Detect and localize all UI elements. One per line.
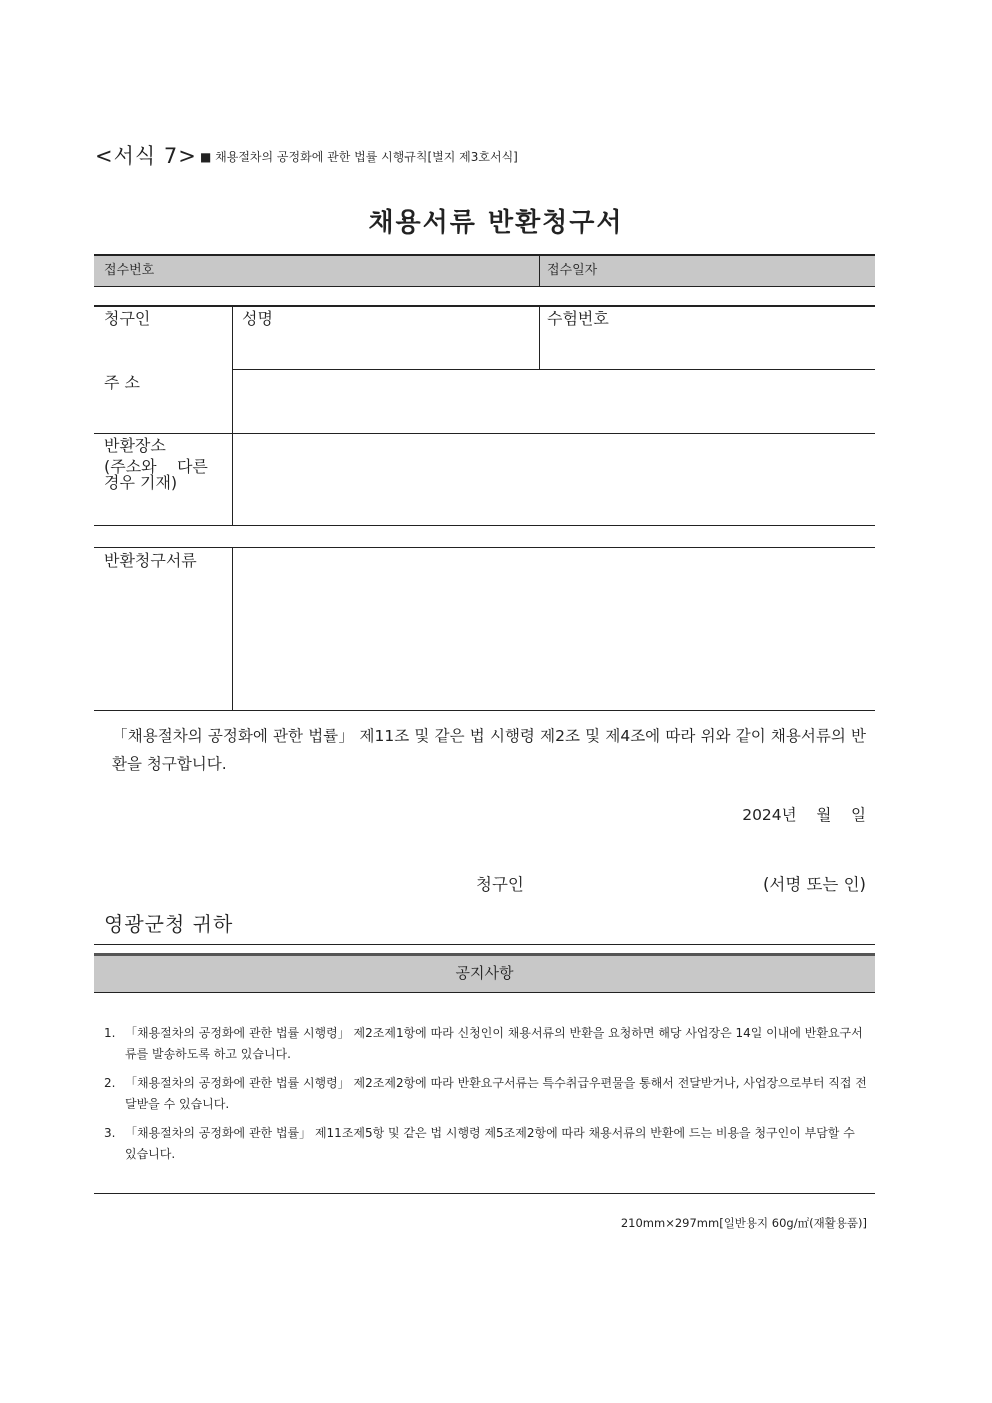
divider	[539, 255, 540, 286]
return-place-note: 경우 기재)	[104, 473, 178, 492]
notice-item-number: 1.	[104, 1026, 116, 1040]
notice-item-number: 3.	[104, 1126, 116, 1140]
receipt-number-label: 접수번호	[104, 263, 155, 278]
divider	[94, 433, 875, 434]
exam-number-label: 수험번호	[547, 309, 609, 328]
divider	[232, 548, 233, 710]
divider	[94, 547, 875, 548]
rule-reference: ■ 채용절차의 공정화에 관한 법률 시행규칙[별지 제3호서식]	[200, 150, 518, 164]
receipt-block	[94, 255, 875, 286]
signature-hint: (서명 또는 인)	[762, 875, 866, 894]
documents-label: 반환청구서류	[104, 551, 197, 570]
recipient: 영광군청 귀하	[104, 912, 234, 936]
divider	[94, 305, 875, 307]
notice-item: 「채용절차의 공정화에 관한 법률 시행령」 제2조제1항에 따라 신청인이 채용서류의 반환을 요청하면 해당 사업장은 14일 이내에 반환요구서류를 발송하도록 하고 있습니다.	[125, 1026, 863, 1061]
page-title: 채용서류 반환청구서	[368, 208, 624, 238]
divider	[539, 306, 540, 369]
divider	[94, 254, 875, 256]
notice-item: 「채용절차의 공정화에 관한 법률」 제11조제5항 및 같은 법 시행령 제5조제2항에 따라 채용서류의 반환에 드는 비용을 청구인이 부담할 수 있습니다.	[125, 1126, 855, 1161]
notice-item-number: 2.	[104, 1076, 116, 1090]
address-label: 주 소	[104, 373, 140, 392]
name-label: 성명	[242, 309, 273, 328]
date-line: 2024년 월 일	[742, 806, 866, 824]
divider	[232, 369, 875, 370]
form-number: <서식 7>	[95, 144, 197, 168]
divider	[94, 1193, 875, 1194]
divider	[94, 710, 875, 711]
divider	[94, 525, 875, 526]
notice-title: 공지사항	[455, 964, 514, 982]
notice-item: 「채용절차의 공정화에 관한 법률 시행령」 제2조제2항에 따라 반환요구서류는 특수취급우편물을 통해서 전달받거나, 사업장으로부터 직접 전달받을 수 있습니다.	[125, 1076, 867, 1111]
return-place-label: 반환장소	[104, 436, 166, 455]
return-place-note: (주소와 다른	[104, 457, 208, 476]
request-statement: 「채용절차의 공정화에 관한 법률」 제11조 및 같은 법 시행령 제2조 및 제4조에 따라 위와 같이 채용서류의 반환을 청구합니다.	[112, 727, 866, 773]
signature-label: 청구인	[476, 875, 524, 894]
divider	[232, 306, 233, 526]
divider	[94, 286, 875, 287]
paper-spec-footer: 210mm×297mm[일반용지 60g/㎡(재활용품)]	[620, 1216, 867, 1230]
divider	[94, 944, 875, 945]
claimant-label: 청구인	[104, 309, 151, 328]
receipt-date-label: 접수일자	[547, 263, 598, 278]
